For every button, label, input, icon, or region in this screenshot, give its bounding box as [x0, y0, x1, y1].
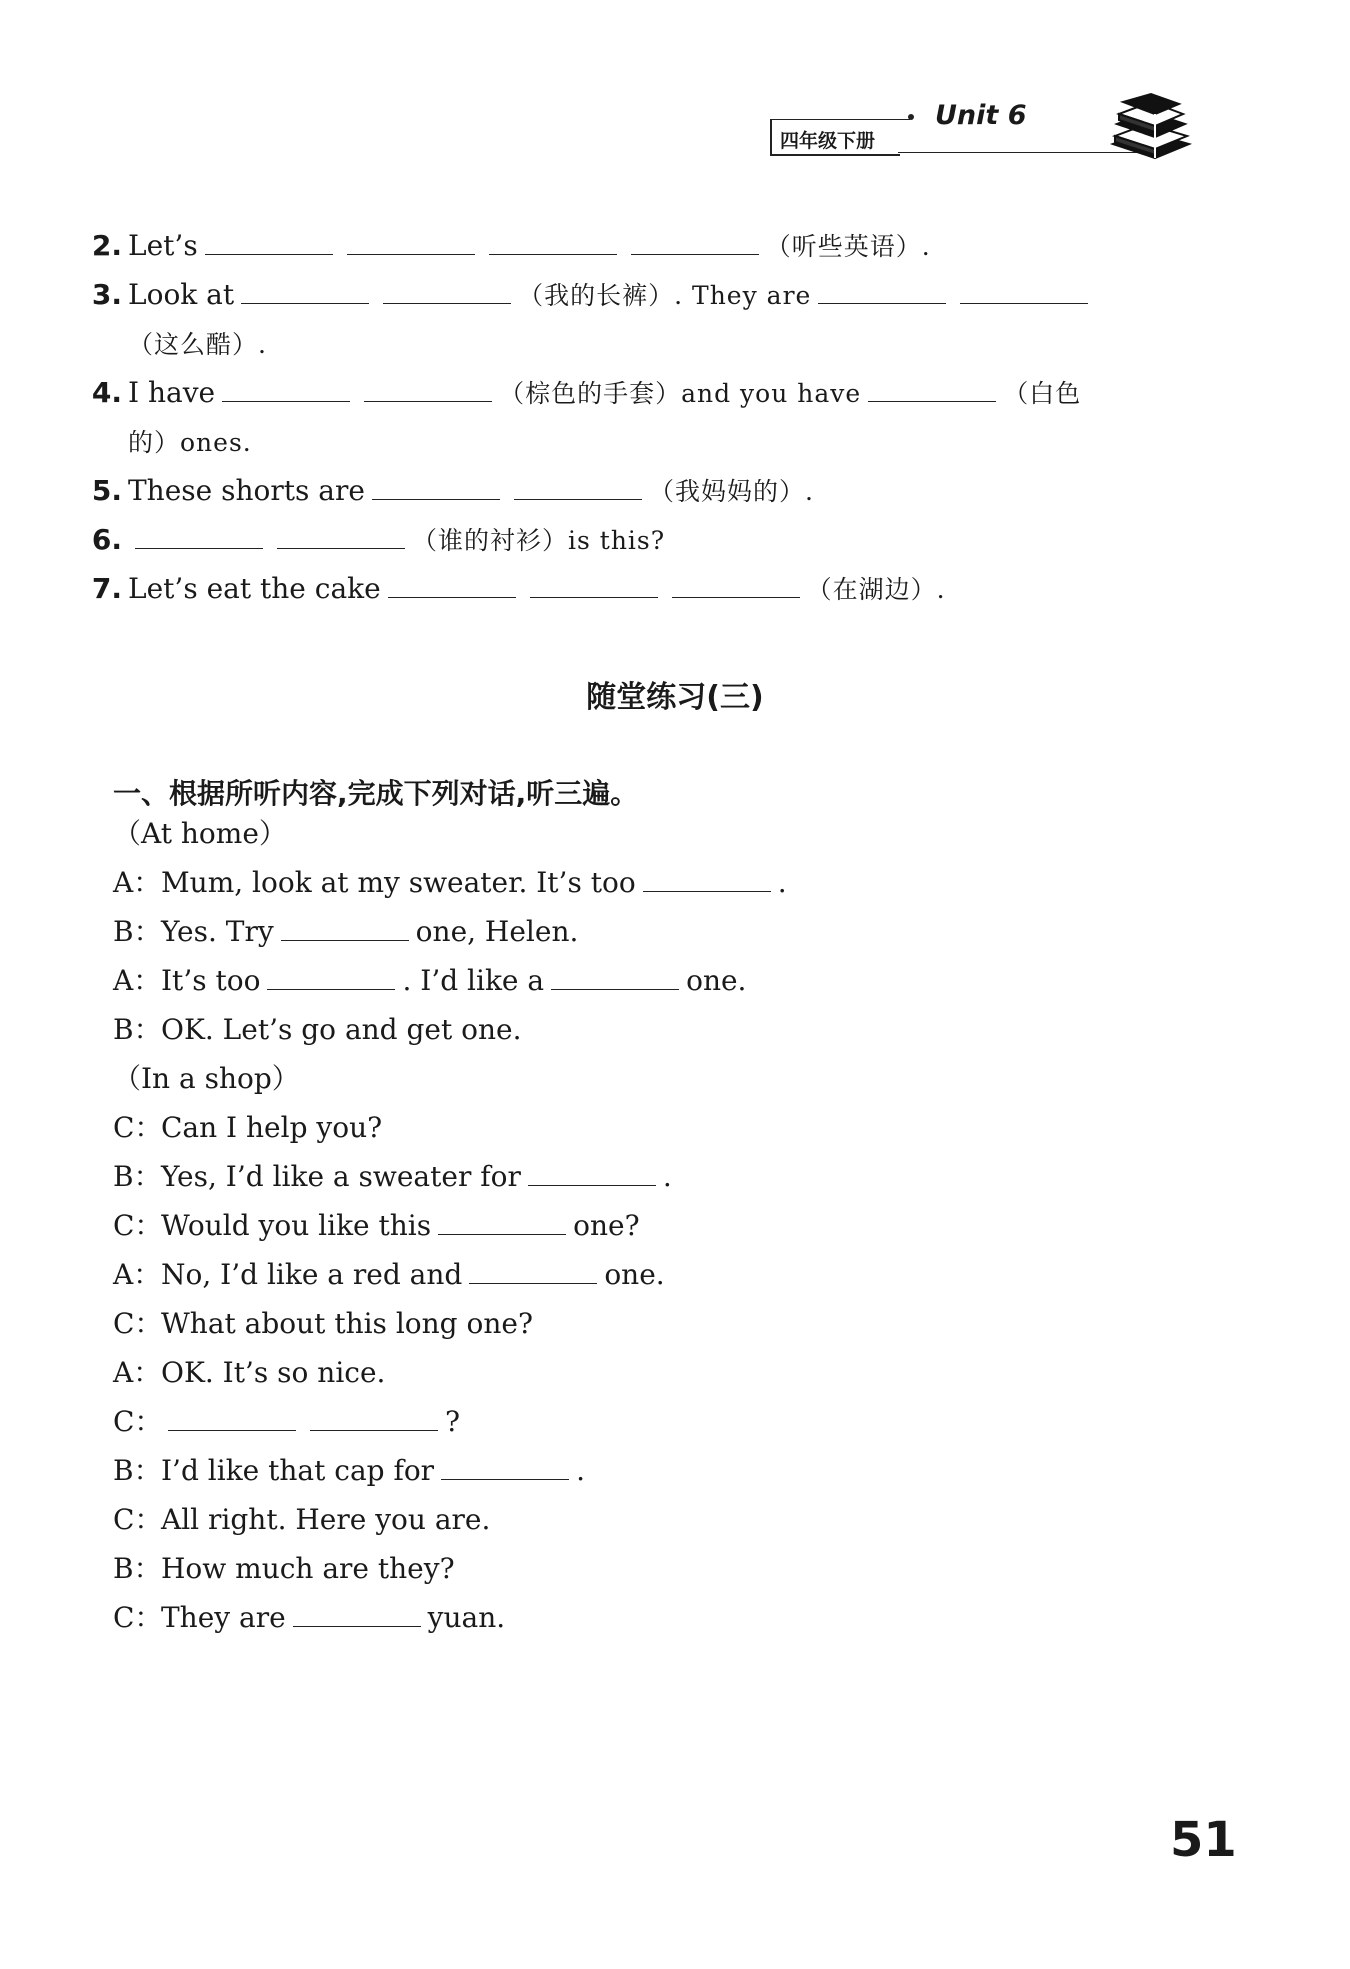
dialogue-text: （At home）: [113, 817, 287, 850]
books-icon: [1105, 92, 1195, 162]
answer-blank[interactable]: [168, 1408, 296, 1431]
answer-blank[interactable]: [364, 379, 492, 402]
dialogue-line: [113, 1356, 386, 1389]
dialogue-text: I’d like that cap for: [161, 1454, 435, 1487]
exercise-num: 3.: [91, 278, 122, 311]
dialogue-text: Can I help you?: [161, 1111, 383, 1144]
exercise-text: Let’s eat the cake: [128, 572, 381, 605]
answer-blank[interactable]: [267, 967, 395, 990]
dialogue-text: Mum, look at my sweater. It’s too: [161, 866, 636, 899]
exercise-text: （白色: [1003, 379, 1082, 408]
exercise-line: [84, 278, 1095, 311]
dialogue-speaker: C：: [113, 1307, 163, 1340]
answer-blank[interactable]: [347, 232, 475, 255]
dialogue-line: [113, 866, 787, 899]
exercise-text: （我的长裤）. They are: [518, 281, 812, 310]
dialogue-line: [113, 1454, 585, 1487]
dialogue-text: All right. Here you are.: [161, 1503, 491, 1536]
dialogue-text: ?: [445, 1405, 461, 1438]
exercise-text: Let’s: [128, 229, 198, 262]
exercise-num: 5.: [91, 474, 122, 507]
dialogue-line: [113, 964, 747, 997]
answer-blank[interactable]: [469, 1261, 597, 1284]
answer-blank[interactable]: [514, 477, 642, 500]
exercise-text: （谁的衬衫）is this?: [412, 526, 666, 555]
dialogue-line: [113, 1552, 455, 1585]
answer-blank[interactable]: [383, 281, 511, 304]
answer-blank[interactable]: [388, 575, 516, 598]
dialogue-speaker: B：: [113, 1013, 162, 1046]
exercise-text: （这么酷）.: [128, 330, 267, 359]
dialogue-text: . I’d like a: [402, 964, 545, 997]
exercise-line: [84, 474, 814, 507]
exercise-line: [84, 572, 946, 605]
dialogue-speaker: C：: [113, 1209, 163, 1242]
exercise-num: 4.: [91, 376, 122, 409]
dialogue-line: [113, 1405, 461, 1438]
exercise-num: 2.: [91, 229, 122, 262]
dialogue-text: It’s too: [161, 964, 261, 997]
answer-blank[interactable]: [528, 1163, 656, 1186]
answer-blank[interactable]: [293, 1604, 421, 1627]
dialogue-text: .: [576, 1454, 585, 1487]
dialogue-text: What about this long one?: [161, 1307, 533, 1340]
grade-label: 四年级下册: [780, 130, 876, 152]
dialogue-line: [113, 1111, 383, 1144]
answer-blank[interactable]: [530, 575, 658, 598]
answer-blank[interactable]: [372, 477, 500, 500]
header-dot: [908, 114, 914, 120]
dialogue-line: [113, 1160, 672, 1193]
dialogue-speaker: C：: [113, 1503, 163, 1536]
exercise-line: [84, 376, 1082, 409]
dialogue-line: [113, 1013, 522, 1046]
dialogue-line: [113, 1062, 300, 1095]
dialogue-speaker: B：: [113, 1454, 162, 1487]
dialogue-speaker: B：: [113, 1552, 162, 1585]
dialogue-line: [113, 817, 287, 850]
dialogue-speaker: B：: [113, 915, 162, 948]
exercise-text: （听些英语）.: [765, 232, 931, 261]
dialogue-text: How much are they?: [161, 1552, 455, 1585]
exercise-text: 的）ones.: [128, 428, 252, 457]
dialogue-text: yuan.: [427, 1601, 506, 1634]
dialogue-text: No, I’d like a red and: [161, 1258, 463, 1291]
page-header: [770, 92, 1200, 162]
dialogue-line: [113, 1503, 491, 1536]
exercise-num: 7.: [91, 572, 122, 605]
dialogue-speaker: C：: [113, 1405, 163, 1438]
exercise-line: [128, 428, 252, 456]
answer-blank[interactable]: [241, 281, 369, 304]
answer-blank[interactable]: [960, 281, 1088, 304]
answer-blank[interactable]: [135, 526, 263, 549]
answer-blank[interactable]: [277, 526, 405, 549]
exercise-line: [84, 523, 666, 556]
answer-blank[interactable]: [222, 379, 350, 402]
dialogue-line: [113, 1307, 533, 1340]
dialogue-speaker: B：: [113, 1160, 162, 1193]
answer-blank[interactable]: [489, 232, 617, 255]
dialogue-text: one.: [604, 1258, 665, 1291]
dialogue-text: Would you like this: [161, 1209, 432, 1242]
answer-blank[interactable]: [643, 869, 771, 892]
exercise-text: I have: [128, 376, 216, 409]
exercise-text: （我妈妈的）.: [648, 477, 814, 506]
unit-title: Unit 6: [935, 100, 1027, 131]
dialogue-text: Yes. Try: [161, 915, 274, 948]
dialogue-text: OK. It’s so nice.: [161, 1356, 386, 1389]
exercise-text: （棕色的手套）and you have: [499, 379, 862, 408]
section-title: 随堂练习(三): [586, 680, 764, 715]
dialogue-line: [113, 1209, 640, 1242]
dialogue-speaker: A：: [113, 866, 162, 899]
dialogue-text: one.: [686, 964, 747, 997]
answer-blank[interactable]: [281, 918, 409, 941]
answer-blank[interactable]: [868, 379, 996, 402]
answer-blank[interactable]: [205, 232, 333, 255]
answer-blank[interactable]: [672, 575, 800, 598]
answer-blank[interactable]: [631, 232, 759, 255]
dialogue-text: .: [662, 1160, 672, 1193]
exercise-line: [84, 229, 931, 262]
dialogue-speaker: C：: [113, 1601, 163, 1634]
page-number: 51: [1170, 1812, 1237, 1868]
answer-blank[interactable]: [310, 1408, 438, 1431]
dialogue-text: Yes, I’d like a sweater for: [161, 1160, 521, 1193]
dialogue-line: [113, 1601, 506, 1634]
dialogue-text: They are: [161, 1601, 286, 1634]
exercise-line: [128, 330, 267, 358]
exercise-text: （在湖边）.: [806, 575, 946, 604]
exercise-text: Look at: [128, 278, 235, 311]
dialogue-text: one?: [573, 1209, 640, 1242]
dialogue-line: [113, 915, 579, 948]
dialogue-speaker: A：: [113, 1356, 162, 1389]
exercise-num: 6.: [91, 523, 122, 556]
answer-blank[interactable]: [438, 1212, 566, 1235]
exercise-text: These shorts are: [128, 474, 365, 507]
dialogue-speaker: A：: [113, 1258, 162, 1291]
dialogue-line: [113, 1258, 665, 1291]
answer-blank[interactable]: [818, 281, 946, 304]
dialogue-text: .: [777, 866, 787, 899]
instruction: 一、根据所听内容,完成下列对话,听三遍。: [113, 777, 639, 810]
dialogue-text: one, Helen.: [415, 915, 579, 948]
dialogue-speaker: A：: [113, 964, 162, 997]
dialogue-speaker: C：: [113, 1111, 163, 1144]
dialogue-text: （In a shop）: [113, 1062, 300, 1095]
answer-blank[interactable]: [441, 1457, 569, 1480]
answer-blank[interactable]: [551, 967, 679, 990]
dialogue-text: OK. Let’s go and get one.: [161, 1013, 522, 1046]
